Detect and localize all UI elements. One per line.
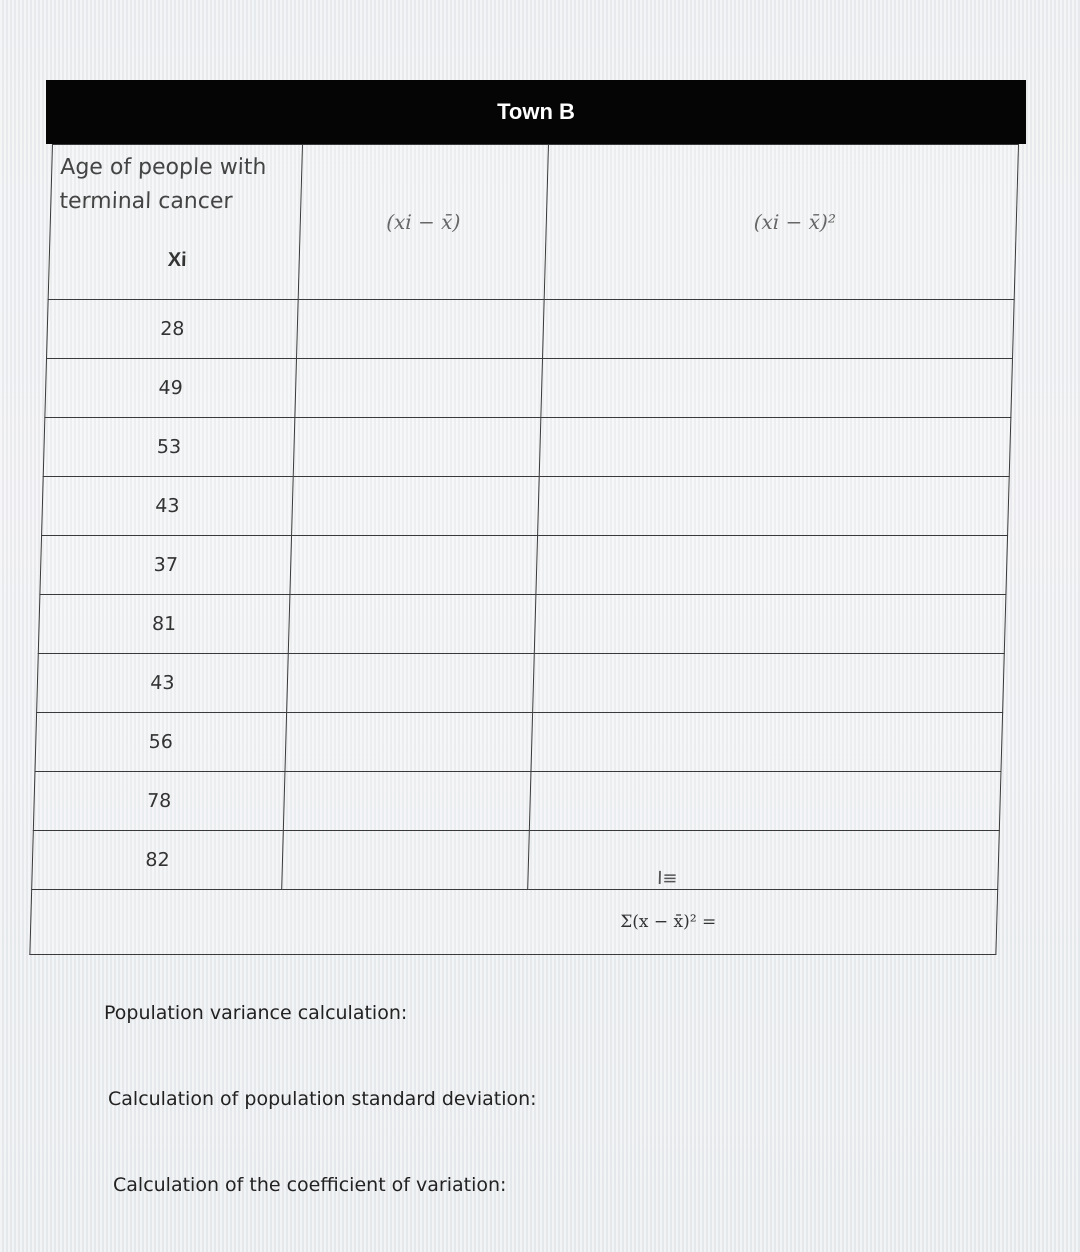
table-row [40,536,1008,595]
squared-deviation-cell[interactable] [528,831,1000,890]
sum-of-squares-label: Σ(x − x̄)² = [620,912,717,932]
squared-deviation-cell[interactable] [536,536,1008,595]
std-dev-calculation-label: Calculation of population standard deviation: [108,1088,537,1110]
squared-deviation-cell[interactable] [531,713,1003,772]
squared-deviation-cell[interactable] [534,595,1006,654]
deviation-cell[interactable] [287,654,535,713]
xi-symbol: Xi [167,249,187,271]
table-row [45,359,1013,418]
age-column-header: Age of people with terminal cancer [59,155,267,214]
age-value: 53 [43,418,295,477]
age-value: 81 [38,595,290,654]
page-title: Town B [497,99,575,124]
age-value: 28 [47,300,299,359]
data-table [29,144,1019,955]
age-value: 43 [42,477,294,536]
age-value: 56 [35,713,287,772]
sum-cell[interactable] [30,868,998,955]
variance-calculation-label: Population variance calculation: [104,1002,408,1024]
table-header-row [48,145,1018,300]
squared-deviation-cell[interactable] [533,654,1005,713]
table-row [43,418,1011,477]
table-row [38,595,1006,654]
header-cell-age [48,145,302,300]
age-value: 82 [32,831,284,890]
sum-row [30,890,998,955]
header-cell-squared [544,145,1018,300]
squared-deviation-cell[interactable] [539,418,1011,477]
table-row [32,831,1000,890]
squared-deviation-cell[interactable] [529,772,1001,831]
coef-var-calculation-label: Calculation of the coefficient of variation: [113,1174,507,1196]
squared-deviation-cell[interactable] [541,359,1013,418]
age-value: 78 [33,772,285,831]
deviation-cell[interactable] [288,595,536,654]
squared-deviation-cell[interactable] [543,300,1015,359]
squared-deviation-cell[interactable] [538,477,1010,536]
age-value: 43 [37,654,289,713]
squared-deviation-column-header: (xi − x̄)² [753,210,837,234]
deviation-cell[interactable] [293,418,541,477]
deviation-cell[interactable] [290,536,538,595]
text-cursor-icon: I≡ [656,868,678,889]
table-row [35,713,1003,772]
table-row [33,772,1001,831]
deviation-cell[interactable] [295,359,543,418]
title-bar [46,80,1026,144]
deviation-column-header: (xi − x̄) [385,210,461,234]
table-row [47,300,1015,359]
deviation-cell[interactable] [297,300,545,359]
age-value: 49 [45,359,297,418]
table-row [37,654,1005,713]
table-row [42,477,1010,536]
deviation-cell[interactable] [285,713,533,772]
deviation-cell[interactable] [282,831,530,890]
age-value: 37 [40,536,292,595]
header-cell-deviation [298,145,548,300]
deviation-cell[interactable] [292,477,540,536]
deviation-cell[interactable] [283,772,531,831]
worksheet [46,80,1026,960]
